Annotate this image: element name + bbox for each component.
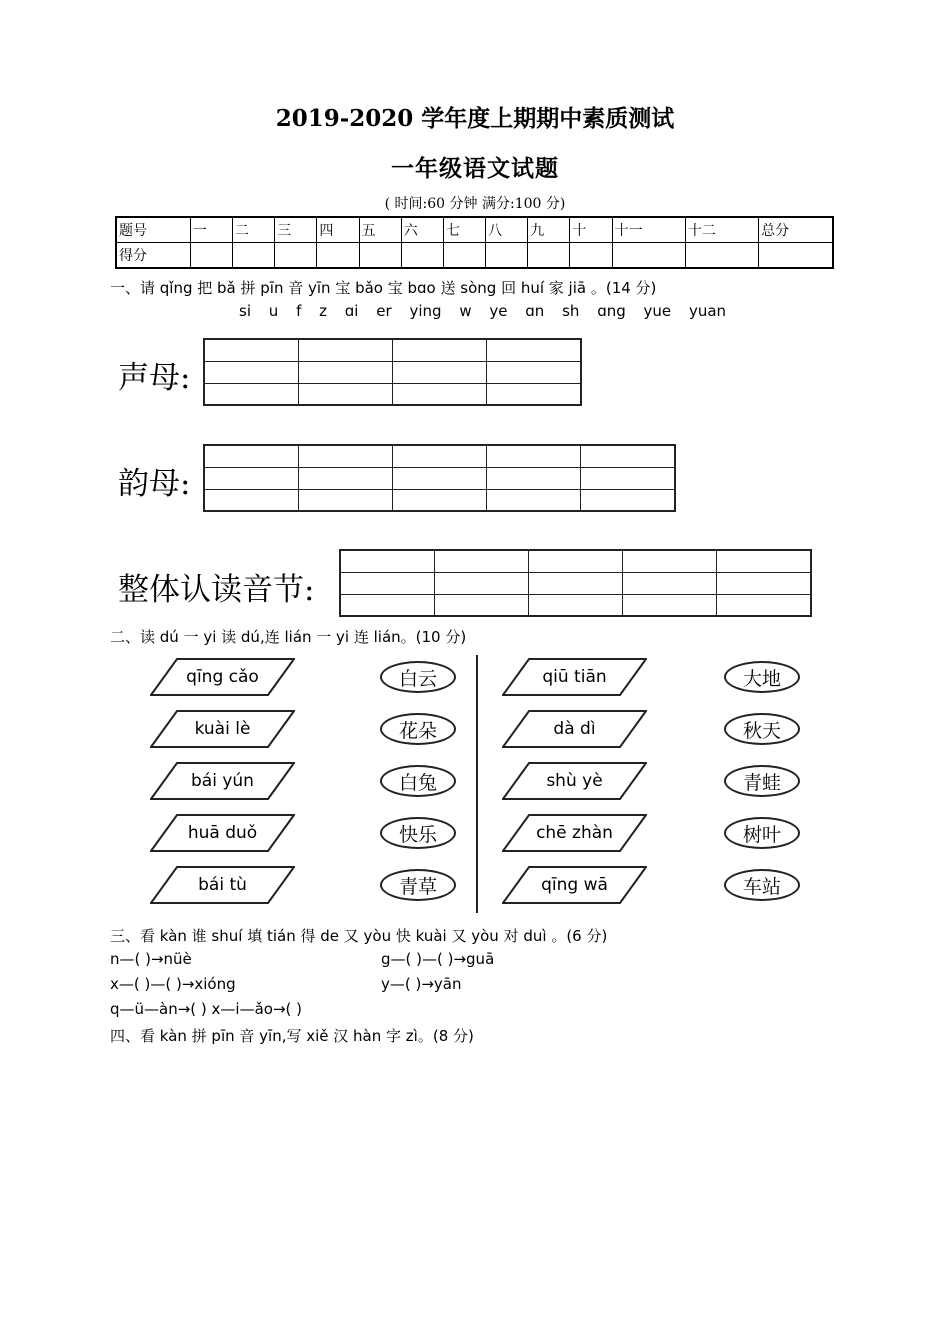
pinyin-text: huā duǒ: [187, 823, 258, 843]
writing-cell[interactable]: [205, 446, 299, 510]
fill-line[interactable]: n—( )→nüè: [110, 950, 192, 968]
score-cell: 四: [317, 217, 359, 243]
section4-instruction: 四、看 kàn 拼 pīn 音 yīn,写 xiě 汉 hàn 字 zì。(8 分): [110, 1027, 474, 1045]
score-input-cell[interactable]: [190, 243, 232, 269]
pool-item: yue: [643, 302, 672, 320]
score-cell: 题号: [116, 217, 190, 243]
score-cell: 总分: [759, 217, 833, 243]
score-input-cell[interactable]: [317, 243, 359, 269]
writing-cell[interactable]: [299, 446, 393, 510]
word-oval[interactable]: 秋天: [724, 713, 800, 745]
pinyin-card[interactable]: [502, 710, 647, 748]
word-oval[interactable]: 白兔: [380, 765, 456, 797]
zhengti-writing-grid[interactable]: [339, 549, 812, 617]
fill-line[interactable]: q—ü—àn→( ) x—i—ǎo→( ): [110, 1000, 302, 1018]
word-oval[interactable]: 花朵: [380, 713, 456, 745]
pool-item: f: [296, 302, 302, 320]
pinyin-card[interactable]: [150, 866, 295, 904]
pinyin-card[interactable]: [502, 814, 647, 852]
pool-item: yuan: [688, 302, 727, 320]
score-label-cell: 得分: [116, 243, 190, 269]
yunmu-writing-grid[interactable]: [203, 444, 676, 512]
score-input-cell[interactable]: [443, 243, 485, 269]
writing-cell[interactable]: [393, 446, 487, 510]
pinyin-text: qīng cǎo: [186, 667, 259, 687]
score-cell: 五: [359, 217, 401, 243]
pool-item: ying: [409, 302, 442, 320]
zhengti-label: 整体认读音节:: [118, 572, 315, 608]
score-input-cell[interactable]: [486, 243, 528, 269]
pinyin-text: qiū tiān: [542, 667, 607, 687]
score-input-cell[interactable]: [685, 243, 758, 269]
pinyin-card[interactable]: [150, 814, 295, 852]
pinyin-text: kuài lè: [194, 719, 251, 739]
writing-cell[interactable]: [581, 446, 674, 510]
writing-cell[interactable]: [299, 340, 393, 404]
writing-cell[interactable]: [487, 340, 580, 404]
word-oval[interactable]: 车站: [724, 869, 800, 901]
score-input-cell[interactable]: [359, 243, 401, 269]
score-cell: 三: [275, 217, 317, 243]
pool-item: ɑi: [344, 302, 359, 320]
pinyin-pool: [239, 302, 739, 320]
score-cell: 十二: [685, 217, 758, 243]
pinyin-text: bái tù: [198, 875, 247, 895]
writing-cell[interactable]: [623, 551, 717, 615]
score-table: [115, 216, 834, 269]
yunmu-label: 韵母:: [118, 466, 191, 502]
score-input-cell[interactable]: [570, 243, 612, 269]
pool-item: ɑn: [525, 302, 545, 320]
section2-instruction: 二、读 dú 一 yi 读 dú,连 lián 一 yi 连 lián。(10 分): [110, 628, 467, 646]
pinyin-text: dà dì: [553, 719, 596, 739]
grade-title: 一年级语文试题: [391, 155, 559, 182]
word-oval[interactable]: 白云: [380, 661, 456, 693]
pool-item: z: [319, 302, 327, 320]
writing-cell[interactable]: [393, 340, 487, 404]
pinyin-text: shù yè: [546, 771, 603, 791]
shengmu-label: 声母:: [118, 360, 191, 396]
score-table-header-row: [116, 217, 833, 243]
column-divider: [476, 655, 478, 913]
word-oval[interactable]: 快乐: [380, 817, 456, 849]
pinyin-text: chē zhàn: [536, 823, 613, 843]
word-oval[interactable]: 大地: [724, 661, 800, 693]
writing-cell[interactable]: [717, 551, 810, 615]
pool-item: ɑng: [597, 302, 626, 320]
exam-info: ( 时间:60 分钟 满分:100 分): [384, 196, 566, 212]
pool-item: er: [376, 302, 392, 320]
score-input-cell[interactable]: [233, 243, 275, 269]
fill-line[interactable]: g—( )—( )→guā: [381, 950, 495, 968]
word-oval[interactable]: 树叶: [724, 817, 800, 849]
pinyin-card[interactable]: [502, 658, 647, 696]
pinyin-card[interactable]: [502, 866, 647, 904]
pool-item: w: [459, 302, 472, 320]
score-cell: 十一: [612, 217, 685, 243]
pool-item: ye: [489, 302, 508, 320]
pool-item: sh: [562, 302, 580, 320]
score-cell: 十: [570, 217, 612, 243]
fill-line[interactable]: x—( )—( )→xióng: [110, 975, 236, 993]
pool-item: si: [239, 302, 251, 320]
pinyin-card[interactable]: [150, 658, 295, 696]
writing-cell[interactable]: [341, 551, 435, 615]
fill-line[interactable]: y—( )→yān: [381, 975, 462, 993]
score-cell: 七: [443, 217, 485, 243]
pinyin-text: qīng wā: [541, 875, 608, 895]
score-cell: 二: [233, 217, 275, 243]
score-input-cell[interactable]: [528, 243, 570, 269]
writing-cell[interactable]: [205, 340, 299, 404]
pinyin-card[interactable]: [150, 762, 295, 800]
writing-cell[interactable]: [435, 551, 529, 615]
score-cell: 九: [528, 217, 570, 243]
score-input-cell[interactable]: [612, 243, 685, 269]
score-input-cell[interactable]: [401, 243, 443, 269]
section1-instruction: 一、请 qǐng 把 bǎ 拼 pīn 音 yīn 宝 bǎo 宝 bɑo 送 sòng 回 huí 家 jiā 。(14 分): [110, 279, 657, 297]
score-cell: 八: [486, 217, 528, 243]
pinyin-card[interactable]: [502, 762, 647, 800]
pool-item: u: [268, 302, 279, 320]
pinyin-card[interactable]: [150, 710, 295, 748]
score-cell: 六: [401, 217, 443, 243]
score-cell: 一: [190, 217, 232, 243]
word-oval[interactable]: 青蛙: [724, 765, 800, 797]
score-input-cell[interactable]: [275, 243, 317, 269]
shengmu-writing-grid[interactable]: [203, 338, 582, 406]
score-table-score-row: [116, 243, 833, 269]
writing-cell[interactable]: [529, 551, 623, 615]
word-oval[interactable]: 青草: [380, 869, 456, 901]
section3-instruction: 三、看 kàn 谁 shuí 填 tián 得 de 又 yòu 快 kuài 又 yòu 对 duì 。(6 分): [110, 927, 608, 945]
score-input-cell[interactable]: [759, 243, 833, 269]
pinyin-text: bái yún: [191, 771, 254, 791]
writing-cell[interactable]: [487, 446, 581, 510]
exam-title: 2019-2020 学年度上期期中素质测试: [275, 105, 675, 132]
